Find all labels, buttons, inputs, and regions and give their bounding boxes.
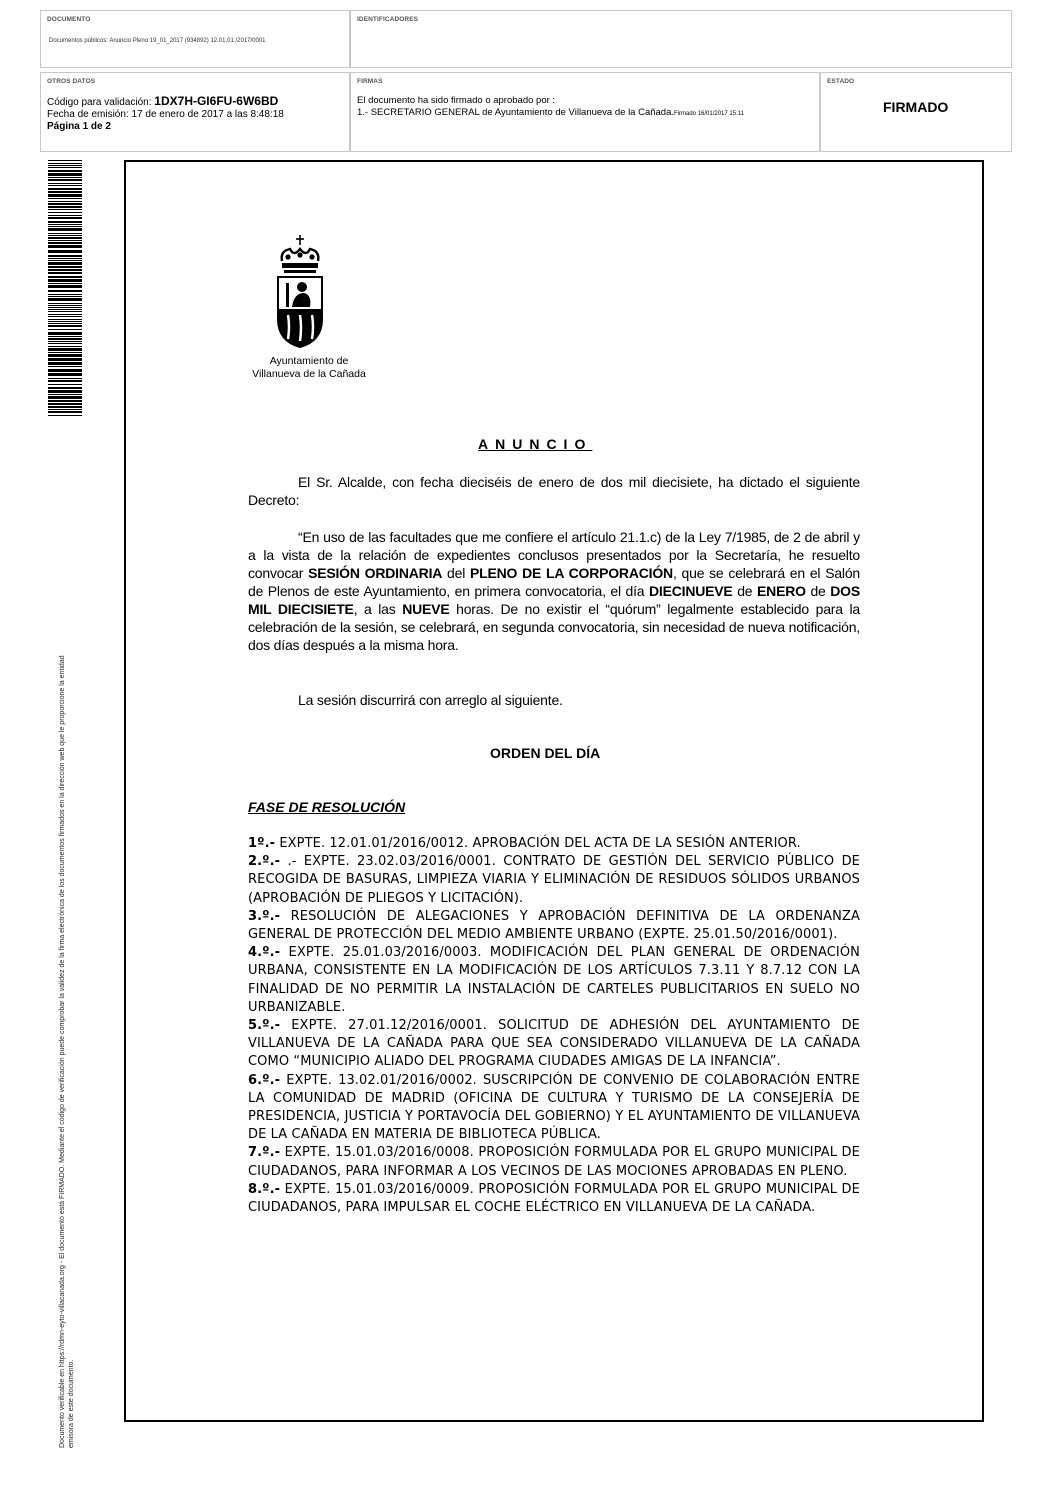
document-title: ANUNCIO [478,436,593,452]
barcode-bar [48,296,82,297]
barcode-bar [48,394,82,395]
barcode-bar [48,354,82,357]
decree-bold-text: DIECINUEVE [649,583,733,599]
barcode-bar [48,224,82,225]
barcode-bar [48,160,82,161]
barcode-bar [48,314,82,315]
barcode-bar [48,390,82,393]
agenda-item-text: RESOLUCIÓN DE ALEGACIONES Y APROBACIÓN DEFINITIVA DE LA ORDENANZA GENERAL DE PROTECCIÓN DEL MEDIO AMBIENTE URBANO (EXPTE. 25.01.50/2016/0001). [248,908,860,943]
firmas-line1: El documento ha sido firmado o aprobado por : [357,95,556,106]
barcode-bar [48,316,82,317]
barcode-bar [48,272,82,274]
barcode-bar [48,366,82,367]
documento-value: Documentos públicos: Anuncio Pleno 19_01_2017 (934892) 12.01.01 /2017/0001 [49,38,266,44]
documento-label: DOCUMENTO [47,16,91,23]
agenda-item [248,1017,860,1072]
barcode-bar [48,285,82,288]
barcode-bar [48,321,82,322]
codigo-validacion [47,95,278,109]
barcode-bar [48,332,82,335]
side-text-line2: emisora de este documento. [68,1359,75,1448]
agenda-item-number: 6.º.- [248,1072,281,1088]
barcode-bar [48,226,82,227]
barcode-bar [48,329,82,330]
barcode-bar [48,305,82,306]
barcode-bar [48,177,82,178]
decree-paragraph [248,528,860,654]
logo-caption [244,355,374,381]
identificadores-label: IDENTIFICADORES [357,16,419,23]
barcode-bar [48,245,82,248]
agenda-item [248,1072,860,1145]
fase-resolucion-heading: FASE DE RESOLUCIÓN [248,799,406,815]
barcode-bar [48,387,82,389]
barcode-bar [48,338,82,340]
document-frame [124,160,984,1422]
decree-text: , que se celebrará en el Salón de Plenos de este Ayuntamiento, en primera convocatoria, el día [248,565,861,599]
barcode-bar [48,173,82,176]
firmas-cell [350,72,820,152]
barcode-bar [48,233,82,234]
barcode-bar [48,185,82,186]
barcode-bar [48,242,82,244]
barcode-bar [48,167,82,168]
metadata-header [40,10,1012,152]
firmas-stamp: Firmado 16/01/2017 15:11 [674,111,744,117]
decree-text: de [732,583,758,599]
barcode-bar [48,179,82,181]
barcode-bar [48,369,82,372]
estado-cell [820,72,1012,152]
barcode-bar [48,276,82,278]
barcode-bar [48,336,82,337]
barcode-bar [48,343,82,344]
firmante: 1.- SECRETARIO GENERAL de Ayuntamiento de Villanueva de la Cañada. [357,107,675,118]
barcode-bar [48,235,82,236]
agenda-list [248,835,860,1217]
barcode-bar [48,384,82,385]
agenda-item-number: 1º.- [248,836,276,851]
agenda-item-text: EXPTE. 13.02.01/2016/0002. SUSCRIPCIÓN DE CONVENIO DE COLABORACIÓN ENTRE LA COMUNIDAD DE MADRID (OFICINA DE CULTURA Y TURISMO DE LA CONSEJERÍA DE PRESIDENCIA, JUSTICIA Y PORTAVOCÍA DEL GOBIERNO) Y EL AYUNTAMIENTO DE VILLANUEVA DE LA CAÑADA EN MATERIA DE BIBLIOTECA PÚBLICA. [248,1072,860,1143]
barcode-bar [48,188,82,190]
decree-bold-text: PLENO DE LA CORPORACIÓN [470,565,673,581]
logo-caption-line1: Ayuntamiento de [269,355,349,367]
agenda-item-number: 3.º.- [248,908,281,924]
barcode-bar [48,411,82,413]
agenda-item-text: EXPTE. 15.01.03/2016/0009. PROPOSICIÓN FORMULADA POR EL GRUPO MUNICIPAL DE CIUDADANOS, PARA IMPULSAR EL COCHE ELÉCTRICO EN VILLANUEVA DE LA CAÑADA. [248,1181,860,1216]
barcode-bar [48,266,82,268]
logo-caption-line2: Villanueva de la Cañada [252,368,366,380]
decree-bold-text: NUEVE [402,601,450,617]
decree-bold-text: ENERO [757,583,806,599]
barcode-bar [48,290,82,292]
agenda-item [248,908,860,944]
barcode-bar [48,250,82,253]
barcode-bar [48,279,82,282]
decree-text: horas. De no existir el “quórum” legalmente establecido para la celebración de la sesión, se celebrará, en segunda convocatoria, sin necesidad de nueva notificación, dos días después a la misma hora. [248,601,860,653]
barcode-bar [48,358,82,361]
barcode-bar [48,396,82,399]
decree-text: “En uso de las facultades que me confiere el artículo 21.1.c) de la Ley 7/1985, de 2 de abril y a la vista de la relación de expedientes conclusos presentados por la Secretaría, he resuelto convocar [248,529,860,581]
agenda-item-text: .- EXPTE. 23.02.03/2016/0001. CONTRATO DE GESTIÓN DEL SERVICIO PÚBLICO DE RECOGIDA DE BASURAS, LIMPIEZA VIARIA Y ELIMINACIÓN DE RESIDUOS SÓLIDOS URBANOS (APROBACIÓN DE PLIEGOS Y LICITACIÓN). [248,854,860,906]
decree-text: de [805,583,831,599]
codigo-value[interactable]: 1DX7H-GI6FU-6W6BD [154,94,279,108]
barcode-bar [48,298,82,301]
barcode-bar [48,294,82,295]
documento-cell [40,10,350,68]
barcode-icon [48,160,82,416]
barcode-bar [48,203,82,205]
barcode-bar [48,212,82,213]
agenda-item-number: 2.º.- [248,854,281,870]
barcode-bar [48,378,82,379]
agenda-item-text: EXPTE. 12.01.01/2016/0012. APROBACIÓN DEL ACTA DE LA SESIÓN ANTERIOR. [275,836,801,851]
barcode-bar [48,307,82,308]
identificadores-cell [350,10,1012,68]
barcode-bar [48,209,82,210]
barcode-bar [48,163,82,164]
pagina-indicator: Página 1 de 2 [47,121,111,132]
barcode-bar [48,198,82,199]
barcode-bar [48,319,82,320]
firmas-line2 [357,107,744,120]
barcode-bar [48,240,82,241]
agenda-item [248,1181,860,1217]
intro-paragraph: El Sr. Alcalde, con fecha dieciséis de enero de dos mil diecisiete, ha dictado el siguiente Decreto: [248,474,860,508]
coat-of-arms-icon [270,233,330,353]
barcode-bar [48,346,82,347]
barcode-bar [48,221,82,223]
codigo-label: Código para validación: [47,97,152,108]
agenda-item-number: 7.º.- [248,1145,281,1161]
barcode-bar [48,415,82,416]
agenda-item-text: EXPTE. 15.01.03/2016/0008. PROPOSICIÓN FORMULADA POR EL GRUPO MUNICIPAL DE CIUDADANOS, PARA INFORMAR A LOS VECINOS DE LAS MOCIONES APROBADAS EN PLENO. [248,1145,860,1179]
barcode-bar [48,260,82,261]
barcode-bar [48,258,82,259]
agenda-item-number: 8.º.- [248,1181,281,1197]
barcode-bar [48,191,82,193]
barcode-bar [48,323,82,324]
barcode-bar [48,352,82,353]
barcode-bar [48,165,82,166]
barcode-bar [48,409,82,410]
agenda-item-text: EXPTE. 25.01.03/2016/0003. MODIFICACIÓN DEL PLAN GENERAL DE ORDENACIÓN URBANA, CONSISTENTE EN LA MODIFICACIÓN DE LOS ARTÍCULOS 7.3.11 Y 8.7.12 CON LA FINALIDAD DE NO PERMITIR LA INSTALACIÓN DE CARTELES PUBLICITARIOS EN SUELO NO URBANIZABLE. [248,945,860,1015]
barcode-bar [48,283,82,284]
verification-side-text [58,655,76,1448]
barcode-bar [48,406,82,408]
barcode-bar [48,262,82,265]
orden-del-dia-heading: ORDEN DEL DÍA [490,745,601,761]
barcode-bar [48,201,82,202]
agenda-item [248,1144,860,1180]
session-paragraph: La sesión discurrirá con arreglo al siguiente. [298,692,563,708]
agenda-item-number: 4.º.- [248,945,281,961]
agenda-item-number: 5.º.- [248,1018,281,1034]
barcode-bar [48,362,82,365]
barcode-bar [48,403,82,405]
estado-label: ESTADO [827,78,855,85]
barcode-bar [48,237,82,239]
barcode-bar [48,170,82,172]
barcode-bar [48,194,82,197]
fecha-emision: Fecha de emisión: 17 de enero de 2017 a las 8:48:18 [47,109,284,120]
agenda-item [248,835,860,853]
decree-bold-text: DOS MIL DIECISIETE [248,583,860,617]
barcode-bar [48,400,82,402]
barcode-bar [48,206,82,208]
barcode-bar [48,303,82,304]
barcode-bar [48,341,82,342]
agenda-item [248,944,860,1017]
barcode-bar [48,183,82,184]
estado-value: FIRMADO [883,99,949,115]
barcode-bar [48,348,82,351]
barcode-bar [48,373,82,376]
otros-datos-cell [40,72,350,152]
barcode-bar [48,380,82,382]
firmas-label: FIRMAS [357,78,383,85]
agenda-item [248,853,860,908]
barcode-bar [48,311,82,312]
barcode-bar [48,255,82,257]
decree-bold-text: SESIÓN ORDINARIA [308,565,443,581]
barcode-bar [48,269,82,271]
barcode-bar [48,325,82,327]
decree-text: del [442,565,470,581]
barcode-bar [48,215,82,216]
decree-text: , a las [353,601,403,617]
agenda-item-text: EXPTE. 27.01.12/2016/0001. SOLICITUD DE ADHESIÓN DEL AYUNTAMIENTO DE VILLANUEVA DE LA CAÑADA PARA QUE SEA CONSIDERADO VILLANUEVA DE LA CAÑADA COMO “MUNICIPIO ALIADO DEL PROGRAMA CIUDADES AMIGAS DE LA INFANCIA”. [248,1018,860,1070]
barcode-bar [48,217,82,219]
side-text-line1: Documento verificable en https://rdmn-eyto-villacanada.org - El documento está FIRMADO. Mediante el código de verificación puede comprobar la validez de la firma electrónica de los documentos firmados en la dirección web que le proporcione la entidad [59,655,66,1448]
barcode-bar [48,309,82,310]
otros-datos-label: OTROS DATOS [47,78,96,85]
barcode-bar [48,228,82,231]
